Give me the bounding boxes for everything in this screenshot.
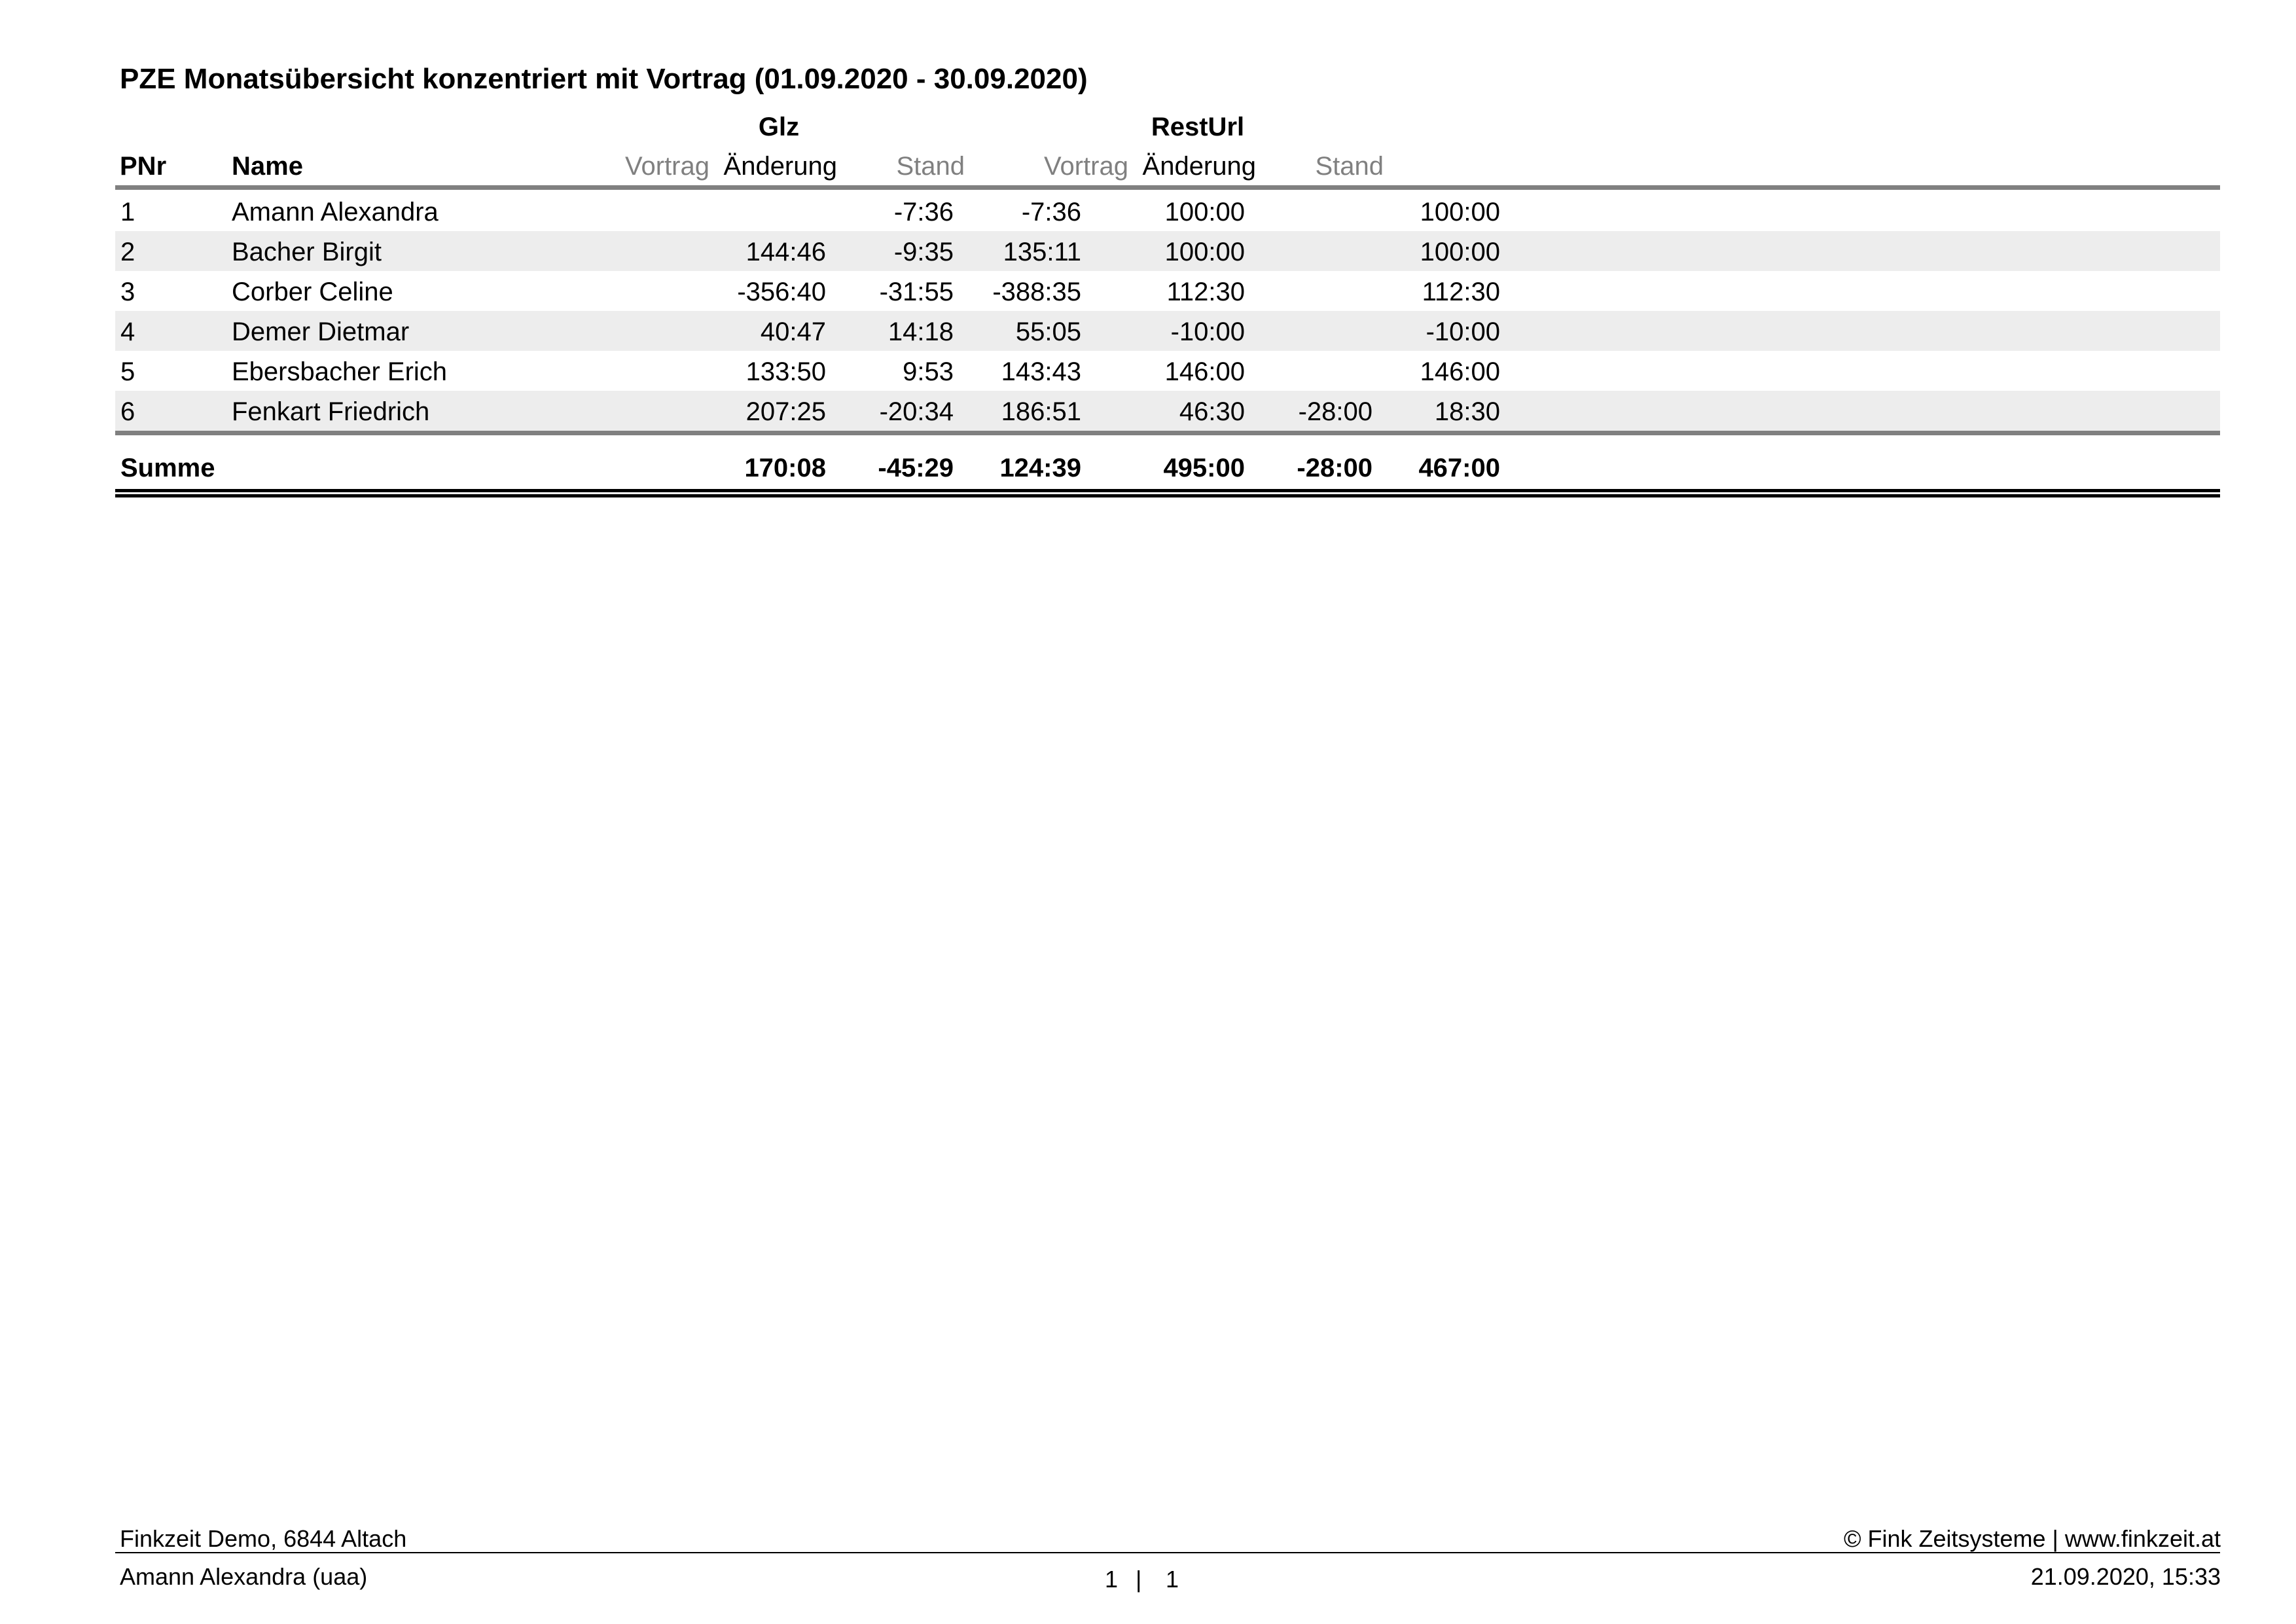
cell-name: Ebersbacher Erich [232, 357, 448, 386]
cell-pnr: 1 [120, 198, 135, 226]
cell-glz-stand: 186:51 [1001, 397, 1081, 426]
column-header-pnr: PNr [120, 152, 167, 181]
cell-pnr: 5 [120, 357, 135, 386]
cell-name: Demer Dietmar [232, 317, 410, 346]
table-row [115, 271, 2220, 311]
cell-glz-vortrag: 144:46 [745, 238, 826, 266]
body-end-rule [115, 431, 2220, 435]
footer-rule [115, 1552, 2220, 1553]
sum-resturl-vortrag: 495:00 [1163, 454, 1245, 482]
column-header-glz-vortrag: Vortrag [625, 152, 709, 181]
table-row [115, 391, 2220, 431]
table-body [115, 191, 2220, 431]
cell-name: Fenkart Friedrich [232, 397, 430, 426]
footer-copyright: © Fink Zeitsysteme | www.finkzeit.at [1843, 1525, 2221, 1552]
cell-resturl-stand: -10:00 [1426, 317, 1500, 346]
cell-resturl-vortrag: 100:00 [1164, 238, 1245, 266]
report-title: PZE Monatsübersicht konzentriert mit Vortrag (01.09.2020 - 30.09.2020) [120, 63, 1088, 95]
cell-glz-stand: 143:43 [1001, 357, 1081, 386]
cell-resturl-stand: 100:00 [1420, 198, 1500, 226]
footer-page-current: 1 [1105, 1566, 1119, 1593]
footer-page-separator: | [1136, 1566, 1142, 1593]
sum-glz-aenderung: -45:29 [878, 454, 954, 482]
sum-double-rule-bottom [115, 494, 2220, 497]
cell-resturl-vortrag: 100:00 [1164, 198, 1245, 226]
cell-resturl-vortrag: 146:00 [1164, 357, 1245, 386]
group-header-resturl: RestUrl [1151, 113, 1245, 141]
cell-pnr: 6 [120, 397, 135, 426]
cell-glz-stand: 55:05 [1015, 317, 1081, 346]
cell-glz-vortrag: -356:40 [737, 278, 826, 306]
sum-double-rule-top [115, 489, 2220, 492]
cell-resturl-stand: 18:30 [1434, 397, 1500, 426]
cell-pnr: 4 [120, 317, 135, 346]
footer-user: Amann Alexandra (uaa) [120, 1563, 368, 1590]
cell-glz-stand: -7:36 [1021, 198, 1081, 226]
column-header-name: Name [232, 152, 303, 181]
cell-glz-aenderung: -20:34 [879, 397, 954, 426]
table-row [115, 311, 2220, 351]
footer-timestamp: 21.09.2020, 15:33 [2030, 1563, 2221, 1590]
cell-resturl-stand: 100:00 [1420, 238, 1500, 266]
group-header-glz: Glz [758, 113, 800, 141]
cell-resturl-stand: 146:00 [1420, 357, 1500, 386]
cell-glz-vortrag: 207:25 [745, 397, 826, 426]
sum-resturl-aenderung: -28:00 [1297, 454, 1372, 482]
cell-name: Corber Celine [232, 278, 393, 306]
cell-pnr: 2 [120, 238, 135, 266]
column-header-resturl-stand: Stand [1315, 152, 1384, 181]
cell-name: Amann Alexandra [232, 198, 439, 226]
cell-glz-aenderung: -9:35 [893, 238, 954, 266]
table-row [115, 231, 2220, 271]
cell-resturl-vortrag: 46:30 [1179, 397, 1245, 426]
sum-resturl-stand: 467:00 [1418, 454, 1500, 482]
column-header-resturl-vortrag: Vortrag [1044, 152, 1128, 181]
table-row [115, 191, 2220, 231]
cell-glz-stand: -388:35 [992, 278, 1081, 306]
table-row [115, 351, 2220, 391]
header-rule [115, 185, 2220, 190]
cell-glz-aenderung: 9:53 [903, 357, 954, 386]
cell-pnr: 3 [120, 278, 135, 306]
sum-label: Summe [120, 454, 215, 482]
cell-resturl-stand: 112:30 [1422, 278, 1500, 306]
footer-company: Finkzeit Demo, 6844 Altach [120, 1525, 407, 1552]
cell-resturl-vortrag: 112:30 [1166, 278, 1245, 306]
sum-row [115, 447, 2220, 486]
cell-glz-aenderung: 14:18 [888, 317, 954, 346]
cell-resturl-aenderung: -28:00 [1298, 397, 1372, 426]
sum-glz-vortrag: 170:08 [744, 454, 826, 482]
sum-glz-stand: 124:39 [999, 454, 1081, 482]
cell-name: Bacher Birgit [232, 238, 382, 266]
footer-page-total: 1 [1166, 1566, 1179, 1593]
column-header-glz-aenderung: Änderung [723, 152, 837, 181]
cell-glz-vortrag: 133:50 [745, 357, 826, 386]
cell-glz-stand: 135:11 [1003, 238, 1081, 266]
cell-glz-aenderung: -7:36 [893, 198, 954, 226]
column-header-resturl-aenderung: Änderung [1142, 152, 1256, 181]
cell-glz-vortrag: 40:47 [760, 317, 826, 346]
cell-glz-aenderung: -31:55 [879, 278, 954, 306]
cell-resturl-vortrag: -10:00 [1170, 317, 1245, 346]
column-header-glz-stand: Stand [896, 152, 965, 181]
